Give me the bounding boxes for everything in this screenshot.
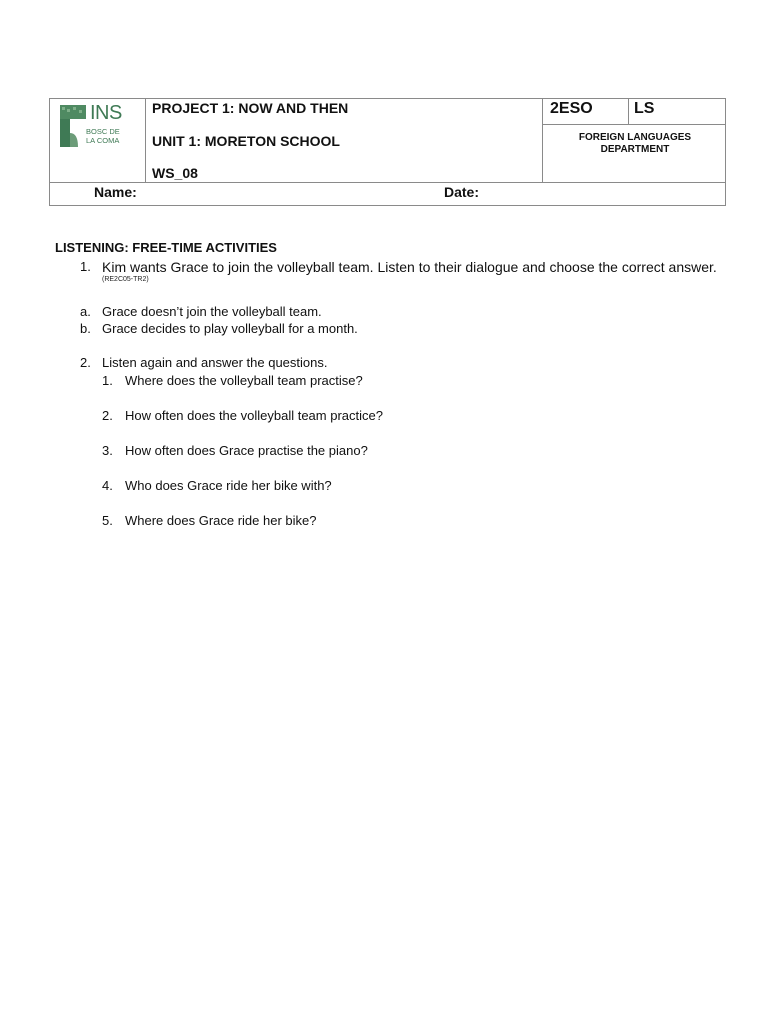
option-text: Grace doesn’t join the volleyball team. [102, 304, 322, 319]
worksheet-code: WS_08 [152, 165, 198, 181]
question-number: 2. [102, 408, 113, 423]
group-label: LS [634, 100, 655, 117]
question-text: Who does Grace ride her bike with? [125, 478, 332, 493]
question-text: How often does Grace practise the piano? [125, 443, 368, 458]
option-letter: a. [80, 304, 91, 319]
unit-title: UNIT 1: MORETON SCHOOL [152, 133, 340, 149]
header-divider [50, 182, 726, 183]
question-number: 4. [102, 478, 113, 493]
audio-track-code: (RE2C05-TR2) [102, 276, 149, 283]
task-text: Kim wants Grace to join the volleyball team. Listen to their dialogue and choose the correct answer. [102, 259, 717, 275]
name-label: Name: [94, 184, 137, 200]
task-text: Listen again and answer the questions. [102, 355, 328, 370]
logo-subtitle: BOSC DE LA COMA [86, 127, 120, 145]
question-number: 5. [102, 513, 113, 528]
question-text: Where does Grace ride her bike? [125, 513, 317, 528]
task-number: 1. [80, 259, 91, 274]
department-label: FOREIGN LANGUAGES DEPARTMENT [578, 132, 692, 155]
header-divider [542, 99, 543, 182]
school-logo [58, 101, 148, 153]
grade-label: 2ESO [550, 100, 593, 117]
header-divider [628, 99, 629, 125]
question-number: 3. [102, 443, 113, 458]
question-text: Where does the volleyball team practise? [125, 373, 363, 388]
logo-wordmark: INS [90, 102, 122, 124]
school-logo-icon [58, 103, 88, 151]
header-divider [542, 124, 726, 125]
option-text: Grace decides to play volleyball for a month. [102, 321, 358, 336]
project-title: PROJECT 1: NOW AND THEN [152, 100, 349, 116]
date-label: Date: [444, 184, 480, 200]
worksheet-header-table [49, 98, 726, 206]
option-letter: b. [80, 321, 91, 336]
question-text: How often does the volleyball team practice? [125, 408, 383, 423]
section-title: LISTENING: FREE-TIME ACTIVITIES [55, 240, 277, 255]
task-number: 2. [80, 355, 91, 370]
question-number: 1. [102, 373, 113, 388]
